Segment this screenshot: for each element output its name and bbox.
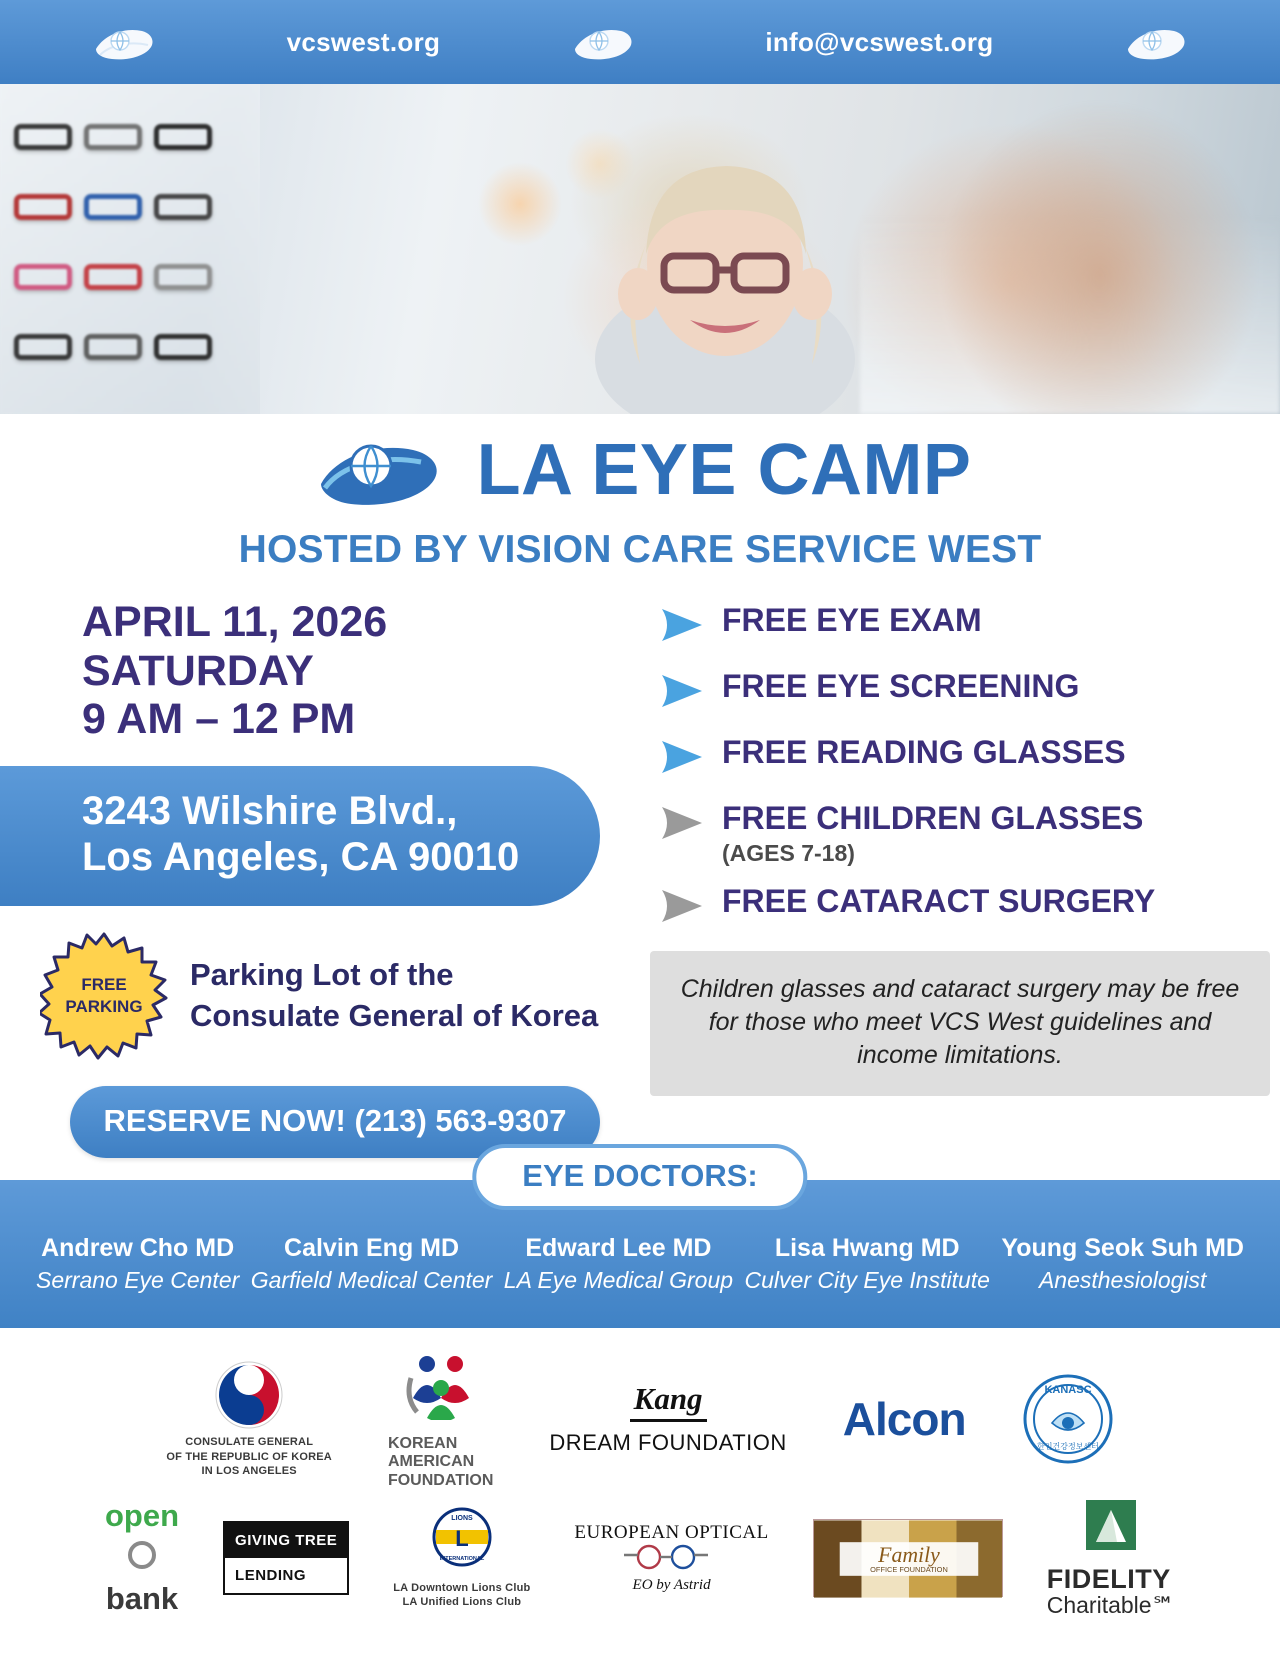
event-day: SATURDAY <box>82 646 314 695</box>
eligibility-note: Children glasses and cataract surgery may be free for those who meet VCS West guidelines and income limitations. <box>650 951 1270 1096</box>
svg-text:한인건강정보센터: 한인건강정보센터 <box>1036 1441 1099 1451</box>
badge-line-2: PARKING <box>65 996 143 1016</box>
vcs-hands-globe-icon <box>90 15 158 69</box>
sponsor-kanasc <box>1022 1373 1114 1465</box>
service-label: FREE READING GLASSES <box>722 734 1126 770</box>
sponsor-korean-american-foundation <box>388 1348 493 1490</box>
service-item <box>650 670 1280 710</box>
woman-trying-glasses <box>560 144 890 414</box>
sponsor-giving-tree-lending <box>223 1521 349 1595</box>
lions-club-icon <box>428 1506 496 1577</box>
dream-foundation-text: DREAM FOUNDATION <box>549 1430 787 1456</box>
doctor-item <box>36 1234 239 1294</box>
sponsor-name <box>388 1435 493 1490</box>
arrow-icon <box>660 738 704 776</box>
free-parking-badge <box>40 932 168 1060</box>
reserve-now-button[interactable]: RESERVE NOW! (213) 563-9307 <box>70 1086 600 1158</box>
arrow-icon <box>660 804 704 842</box>
lions-caption <box>393 1581 530 1610</box>
openbank-circle-icon <box>127 1540 157 1575</box>
kang-wordmark: Kang <box>630 1381 707 1422</box>
fidelity-text: FIDELITY <box>1046 1563 1171 1594</box>
sponsors-section <box>0 1328 1280 1618</box>
parking-line-1: Parking Lot of the <box>190 957 454 993</box>
doctor-org: Garfield Medical Center <box>250 1266 493 1293</box>
service-item <box>650 802 1280 867</box>
badge-line-1: FREE <box>81 975 127 995</box>
service-label: FREE EYE SCREENING <box>722 668 1080 704</box>
european-optical-text: EUROPEAN OPTICAL <box>574 1521 769 1543</box>
service-item <box>650 736 1280 776</box>
kaf-line-2: AMERICAN <box>387 1453 475 1471</box>
doctor-item <box>251 1234 493 1294</box>
fidelity-pyramid-icon <box>1084 1498 1138 1557</box>
openbank-bank-text: bank <box>105 1581 179 1617</box>
sponsor-consulate <box>166 1359 332 1478</box>
people-group-icon <box>403 1348 479 1425</box>
services-column <box>640 598 1280 1158</box>
eyeglass-rack <box>0 84 260 414</box>
doctor-org: Anesthesiologist <box>1038 1266 1207 1293</box>
address-line-1: 3243 Wilshire Blvd., <box>82 788 458 833</box>
service-label: FREE EYE EXAM <box>722 602 982 638</box>
sponsor-kang-dream-foundation <box>549 1381 786 1456</box>
eyeglasses-icon <box>617 1544 727 1575</box>
top-contact-bar <box>0 0 1280 84</box>
parking-location-text <box>190 955 598 1036</box>
parking-info <box>0 932 640 1060</box>
title-section <box>0 408 1280 572</box>
sponsor-caption: CONSULATE GENERAL OF THE REPUBLIC OF KOREA IN LOS ANGELES <box>166 1436 332 1477</box>
body-columns <box>0 598 1280 1158</box>
sponsor-lions-club <box>393 1506 530 1610</box>
doctor-name: Edward Lee MD <box>525 1233 712 1262</box>
sponsor-row-1 <box>0 1348 1280 1490</box>
kaf-line-3: FOUNDATION <box>387 1471 494 1489</box>
vcs-hands-globe-icon <box>309 422 459 518</box>
page-subtitle: HOSTED BY VISION CARE SERVICE WEST <box>238 528 1042 571</box>
parking-line-2: Consulate General of Korea <box>190 997 599 1033</box>
sponsor-row-2 <box>0 1498 1280 1617</box>
services-list <box>650 604 1280 925</box>
svg-text:KANASC: KANASC <box>1044 1383 1092 1396</box>
giving-tree-text: GIVING TREE <box>225 1523 347 1558</box>
event-time: 9 AM – 12 PM <box>82 695 356 744</box>
doctor-item <box>745 1234 990 1294</box>
doctor-name: Calvin Eng MD <box>284 1233 460 1262</box>
doctor-item <box>504 1234 733 1294</box>
sponsor-fidelity-charitable <box>1047 1498 1175 1617</box>
doctor-name: Young Seok Suh MD <box>1001 1233 1244 1262</box>
doctor-item <box>1001 1234 1244 1294</box>
family-foundation-logo <box>813 1519 1003 1597</box>
arrow-icon <box>660 606 704 644</box>
sponsor-european-optical <box>574 1522 768 1594</box>
service-sublabel: (AGES 7-18) <box>722 839 855 866</box>
eo-by-astrid-text: EO by Astrid <box>632 1576 711 1593</box>
doctor-org: LA Eye Medical Group <box>503 1266 734 1293</box>
email-text: info@vcswest.org <box>765 26 994 57</box>
charitable-text: Charitable℠ <box>1046 1592 1176 1619</box>
arrow-icon <box>660 672 704 710</box>
doctor-org: Serrano Eye Center <box>36 1266 240 1293</box>
service-item <box>650 882 1280 925</box>
alcon-wordmark: Alcon <box>842 1392 966 1445</box>
lions-line-1: LA Downtown Lions Club <box>393 1581 531 1594</box>
openbank-open-text: open <box>104 1498 180 1534</box>
address-line-2: Los Angeles, CA 90010 <box>82 834 520 879</box>
sponsor-open-bank <box>105 1498 179 1617</box>
doctors-band <box>0 1157 1280 1328</box>
service-label: FREE CATARACT SURGERY <box>722 882 1156 919</box>
website-text: vcswest.org <box>286 26 441 57</box>
vcs-hands-globe-icon <box>1122 15 1190 69</box>
service-item <box>650 604 1280 644</box>
doctor-name: Andrew Cho MD <box>41 1233 235 1262</box>
hero-photo <box>0 84 1280 414</box>
service-label: FREE CHILDREN GLASSES <box>722 800 1144 836</box>
svg-text:INTERNATIONAL: INTERNATIONAL <box>439 1555 485 1562</box>
lions-line-2: LA Unified Lions Club <box>402 1596 522 1609</box>
svg-text:L: L <box>455 1525 469 1551</box>
fidelity-wordmark <box>1047 1565 1175 1617</box>
event-datetime <box>0 598 640 744</box>
page-title: LA EYE CAMP <box>476 430 972 510</box>
doctor-org: Culver City Eye Institute <box>744 1266 990 1293</box>
event-details-column <box>0 598 640 1158</box>
sponsor-family-office-foundation <box>813 1519 1003 1597</box>
svg-text:OFFICE FOUNDATION: OFFICE FOUNDATION <box>869 1564 948 1574</box>
arrow-icon <box>660 887 704 925</box>
sponsor-alcon <box>843 1392 966 1446</box>
doctors-heading: EYE DOCTORS: <box>472 1144 807 1210</box>
kaf-line-1: KOREAN <box>387 1434 458 1452</box>
svg-text:LIONS: LIONS <box>451 1514 473 1522</box>
event-date: APRIL 11, 2026 <box>82 598 388 646</box>
doctor-name: Lisa Hwang MD <box>774 1233 960 1262</box>
lending-text: LENDING <box>225 1558 347 1593</box>
kanasc-seal-icon <box>1022 1373 1114 1465</box>
svg-text:Family: Family <box>877 1542 940 1567</box>
address-banner <box>0 766 600 906</box>
vcs-hands-globe-icon <box>569 15 637 69</box>
korean-taegeuk-icon <box>213 1359 285 1431</box>
optician-blurred <box>860 84 1280 414</box>
